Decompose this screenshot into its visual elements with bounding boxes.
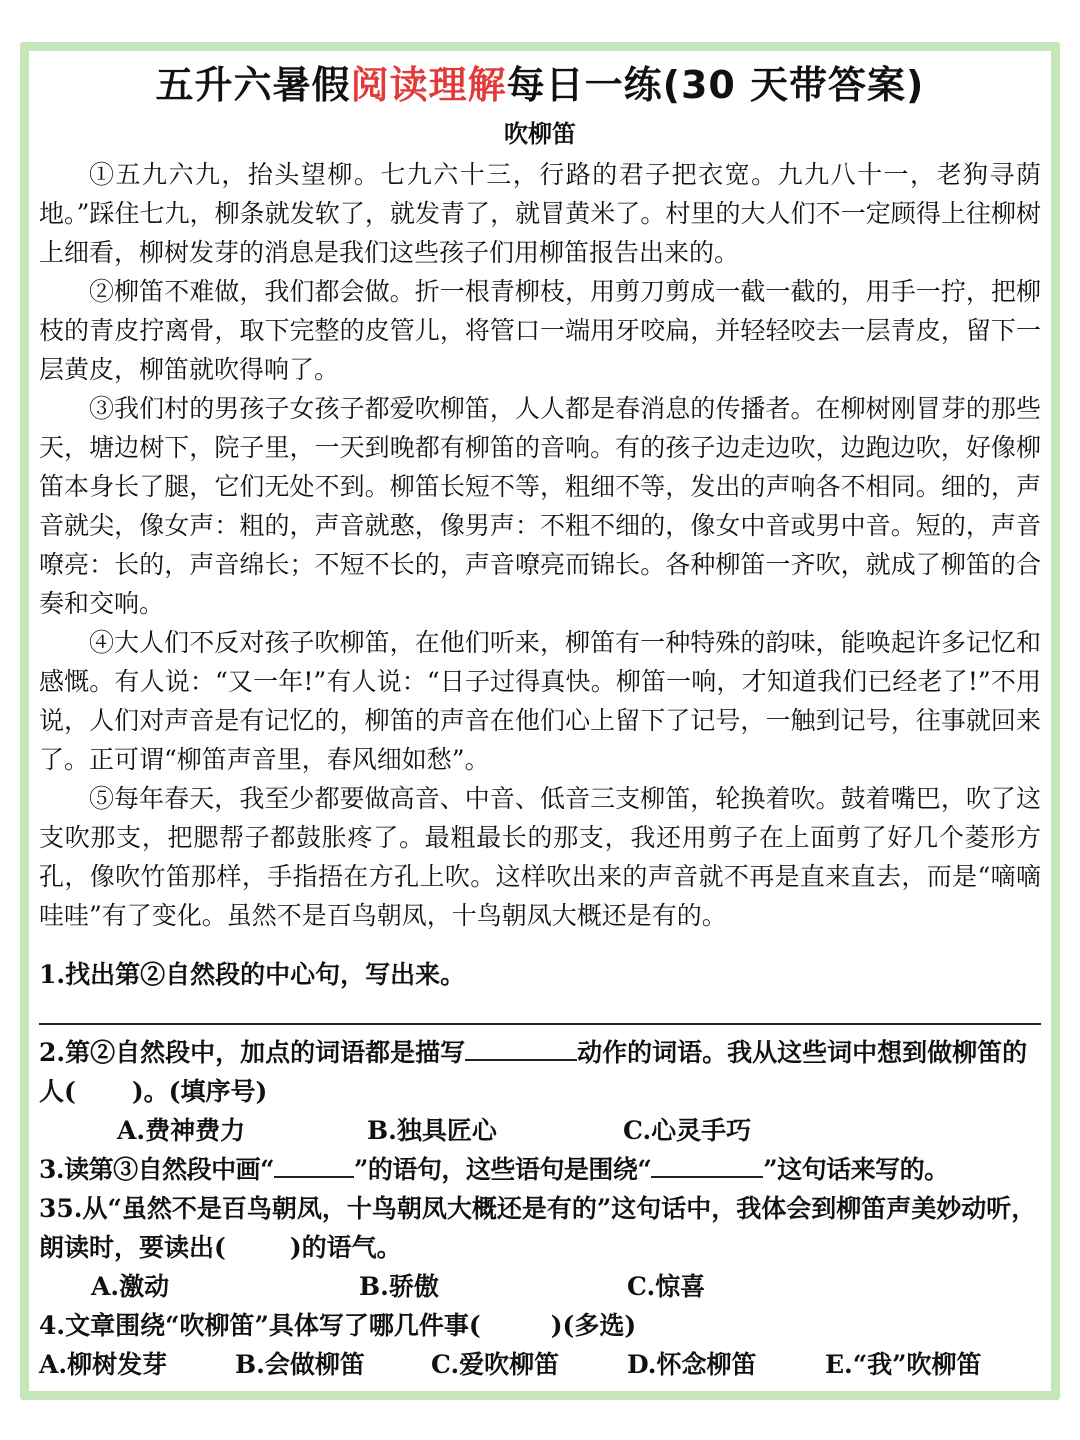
paragraph-1: ①五九六九，抬头望柳。七九六十三，行路的君子把衣宽。九九八十一，老狗寻荫地。”踩住七九，柳条就发软了，就发青了，就冒黄米了。村里的大人们不一定顾得上往柳树上细看，柳树发芽的消息是我们这些孩子们用柳笛报告出来的。 [39,160,1041,267]
question-3-text-a: 3.读第③自然段中画“ [39,1155,274,1184]
answer-blank-q2-action[interactable] [465,1033,577,1061]
question-3-text-c: ”这句话来写的。 [763,1155,949,1184]
q35-option-b[interactable]: B.骄傲 [359,1272,439,1301]
question-2-options [39,1111,1041,1150]
question-4-text-b: )(多选) [550,1311,637,1340]
question-2-text-b: 动作的词语。我从这些词中想到做柳笛的人( [39,1038,1028,1106]
question-35-options [39,1267,1041,1306]
question-3 [39,1150,1041,1189]
page-title [39,61,1041,109]
question-3-text-b: ”的语句，这些语句是围绕“ [353,1155,652,1184]
question-4 [39,1306,1041,1345]
title-highlight: 阅读理解 [350,63,507,107]
q4-option-d[interactable]: D.怀念柳笛 [627,1350,757,1379]
q4-option-c[interactable]: C.爱吹柳笛 [431,1350,560,1379]
q35-option-c[interactable]: C.惊喜 [627,1272,706,1301]
question-2 [39,1033,1041,1111]
question-4-text-a: 4.文章围绕“吹柳笛”具体写了哪几件事( [39,1311,481,1340]
page-frame [20,42,1060,1400]
question-35-text-b: )的语气。 [289,1233,402,1262]
q4-option-e[interactable]: E.“我”吹柳笛 [825,1350,982,1379]
question-2-text-c: )。(填序号) [131,1077,268,1106]
q35-option-a[interactable]: A.激动 [91,1272,170,1301]
question-2-text-a: 2.第②自然段中，加点的词语都是描写 [39,1038,466,1067]
question-35 [39,1189,1041,1267]
answer-blank-q3-sentence[interactable] [651,1150,763,1178]
paragraph-5: ⑤每年春天，我至少都要做高音、中音、低音三支柳笛，轮换着吹。鼓着嘴巴，吹了这支吹那支，把腮帮子都鼓胀疼了。最粗最长的那支，我还用剪子在上面剪了好几个菱形方孔，像吹竹笛那样，手指捂在方孔上吹。这样吹出来的声音就不再是直来直去，而是“嘀嘀哇哇”有了变化。虽然不是百鸟朝凤，十鸟朝凤大概还是有的。 [39,784,1041,930]
question-4-options [39,1345,1041,1384]
article-body [39,155,1041,935]
q2-option-b[interactable]: B.独具匠心 [367,1116,497,1145]
title-part-2: 每日一练(30 天带答案) [506,63,925,107]
paragraph-2: ②柳笛不难做，我们都会做。折一根青柳枝，用剪刀剪成一截一截的，用手一拧，把柳枝的青皮拧离骨，取下完整的皮管儿，将管口一端用牙咬扁，并轻轻咬去一层青皮，留下一层黄皮，柳笛就吹得响了。 [39,277,1041,384]
question-1: 1.找出第②自然段的中心句，写出来。 [39,960,466,989]
q4-option-a[interactable]: A.柳树发芽 [39,1350,168,1379]
title-part-1: 五升六暑假 [155,63,351,107]
answer-line-q1[interactable] [39,1023,1041,1025]
q2-option-c[interactable]: C.心灵手巧 [623,1116,752,1145]
paragraph-3: ③我们村的男孩子女孩子都爱吹柳笛，人人都是春消息的传播者。在柳树刚冒芽的那些天，塘边树下，院子里，一天到晚都有柳笛的音响。有的孩子边走边吹，边跑边吹，好像柳笛本身长了腿，它们无处不到。柳笛长短不等，粗细不等，发出的声响各不相同。细的，声音就尖，像女声：粗的，声音就憨，像男声：不粗不细的，像女中音或男中音。短的，声音嘹亮：长的，声音绵长；不短不长的，声音嘹亮而锦长。各种柳笛一齐吹，就成了柳笛的合奏和交响。 [39,394,1041,618]
q4-option-b[interactable]: B.会做柳笛 [235,1350,365,1379]
paragraph-4: ④大人们不反对孩子吹柳笛，在他们听来，柳笛有一种特殊的韵味，能唤起许多记忆和感慨。有人说：“又一年!”有人说：“日子过得真快。柳笛一响，才知道我们已经老了!”不用说，人们对声音是有记忆的，柳笛的声音在他们心上留下了记号，一触到记号，往事就回来了。正可谓“柳笛声音里，春风细如愁”。 [39,628,1041,774]
q2-option-a[interactable]: A.费神费力 [117,1116,246,1145]
article-title: 吹柳笛 [504,119,576,148]
answer-blank-q3-mark[interactable] [274,1150,354,1178]
question-35-text-a: 35.从“虽然不是百鸟朝凤，十鸟朝凤大概还是有的”这句话中，我体会到柳笛声美妙动听，朗读时，要读出( [39,1194,1037,1262]
